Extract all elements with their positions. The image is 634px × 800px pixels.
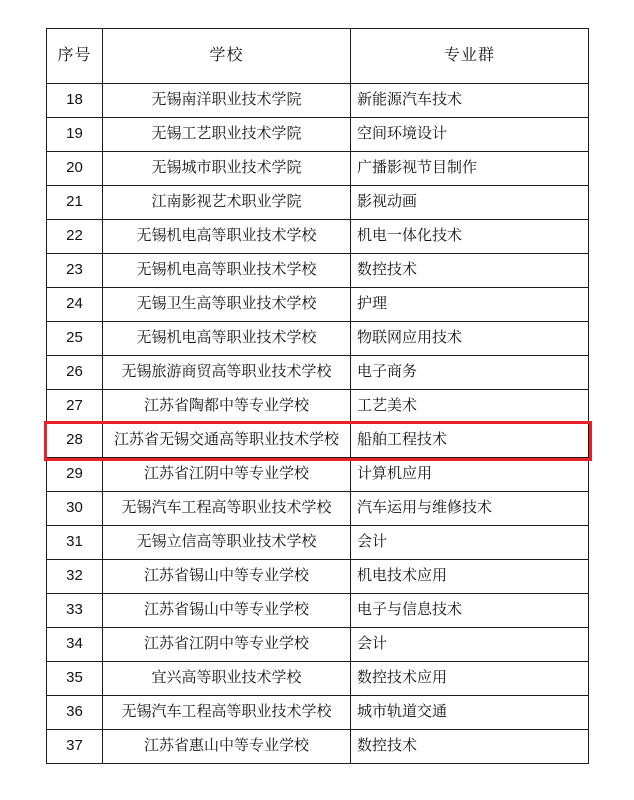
- cell-school: 无锡汽车工程高等职业技术学校: [103, 492, 351, 526]
- table-row: [47, 492, 589, 526]
- cell-school: 无锡机电高等职业技术学校: [103, 322, 351, 356]
- cell-major: 工艺美术: [351, 390, 589, 424]
- cell-major: 护理: [351, 288, 589, 322]
- cell-no: 32: [47, 560, 103, 594]
- cell-school: 江苏省江阴中等专业学校: [103, 458, 351, 492]
- table-container: [46, 28, 588, 764]
- cell-no: 33: [47, 594, 103, 628]
- cell-school: 江苏省锡山中等专业学校: [103, 594, 351, 628]
- cell-school: 无锡机电高等职业技术学校: [103, 220, 351, 254]
- table-row: [47, 220, 589, 254]
- cell-major: 船舶工程技术: [351, 424, 589, 458]
- cell-major: 空间环境设计: [351, 118, 589, 152]
- cell-major: 会计: [351, 628, 589, 662]
- cell-school: 无锡立信高等职业技术学校: [103, 526, 351, 560]
- cell-no: 22: [47, 220, 103, 254]
- cell-major: 广播影视节目制作: [351, 152, 589, 186]
- cell-no: 37: [47, 730, 103, 764]
- table-row: [47, 730, 589, 764]
- cell-major: 电子商务: [351, 356, 589, 390]
- cell-major: 会计: [351, 526, 589, 560]
- cell-school: 江苏省江阴中等专业学校: [103, 628, 351, 662]
- cell-no: 28: [47, 424, 103, 458]
- cell-major: 数控技术: [351, 254, 589, 288]
- cell-school: 宜兴高等职业技术学校: [103, 662, 351, 696]
- column-header-school: 学校: [103, 29, 351, 84]
- cell-no: 18: [47, 84, 103, 118]
- table-row: [47, 288, 589, 322]
- cell-no: 24: [47, 288, 103, 322]
- cell-no: 21: [47, 186, 103, 220]
- cell-major: 数控技术: [351, 730, 589, 764]
- cell-school: 江苏省惠山中等专业学校: [103, 730, 351, 764]
- cell-school: 无锡卫生高等职业技术学校: [103, 288, 351, 322]
- table-row: [47, 186, 589, 220]
- table-row: [47, 322, 589, 356]
- cell-school: 无锡汽车工程高等职业技术学校: [103, 696, 351, 730]
- cell-school: 无锡机电高等职业技术学校: [103, 254, 351, 288]
- cell-school: 无锡南洋职业技术学院: [103, 84, 351, 118]
- column-header-major: 专业群: [351, 29, 589, 84]
- cell-school: 无锡城市职业技术学院: [103, 152, 351, 186]
- cell-no: 25: [47, 322, 103, 356]
- cell-major: 新能源汽车技术: [351, 84, 589, 118]
- table-body: [47, 84, 589, 764]
- cell-no: 34: [47, 628, 103, 662]
- cell-no: 31: [47, 526, 103, 560]
- cell-no: 23: [47, 254, 103, 288]
- table-header: [47, 29, 589, 84]
- table-row: [47, 84, 589, 118]
- table-row: [47, 526, 589, 560]
- cell-major: 机电一体化技术: [351, 220, 589, 254]
- table-row: [47, 628, 589, 662]
- cell-no: 26: [47, 356, 103, 390]
- table-row: [47, 424, 589, 458]
- table-row: [47, 458, 589, 492]
- cell-no: 27: [47, 390, 103, 424]
- table-row: [47, 390, 589, 424]
- cell-school: 江苏省陶都中等专业学校: [103, 390, 351, 424]
- column-header-no: 序号: [47, 29, 103, 84]
- cell-school: 江苏省无锡交通高等职业技术学校: [103, 424, 351, 458]
- cell-major: 计算机应用: [351, 458, 589, 492]
- cell-major: 城市轨道交通: [351, 696, 589, 730]
- table-row: [47, 254, 589, 288]
- schools-table: [46, 28, 589, 764]
- cell-no: 30: [47, 492, 103, 526]
- cell-no: 20: [47, 152, 103, 186]
- cell-school: 无锡旅游商贸高等职业技术学校: [103, 356, 351, 390]
- cell-no: 19: [47, 118, 103, 152]
- cell-no: 36: [47, 696, 103, 730]
- table-row: [47, 560, 589, 594]
- table-row: [47, 594, 589, 628]
- cell-no: 29: [47, 458, 103, 492]
- cell-major: 机电技术应用: [351, 560, 589, 594]
- cell-school: 江苏省锡山中等专业学校: [103, 560, 351, 594]
- cell-no: 35: [47, 662, 103, 696]
- table-row: [47, 118, 589, 152]
- cell-school: 无锡工艺职业技术学院: [103, 118, 351, 152]
- table-header-row: [47, 29, 589, 84]
- cell-major: 影视动画: [351, 186, 589, 220]
- cell-major: 电子与信息技术: [351, 594, 589, 628]
- cell-major: 数控技术应用: [351, 662, 589, 696]
- cell-major: 物联网应用技术: [351, 322, 589, 356]
- table-row: [47, 356, 589, 390]
- table-row: [47, 152, 589, 186]
- cell-school: 江南影视艺术职业学院: [103, 186, 351, 220]
- table-row: [47, 662, 589, 696]
- cell-major: 汽车运用与维修技术: [351, 492, 589, 526]
- table-row: [47, 696, 589, 730]
